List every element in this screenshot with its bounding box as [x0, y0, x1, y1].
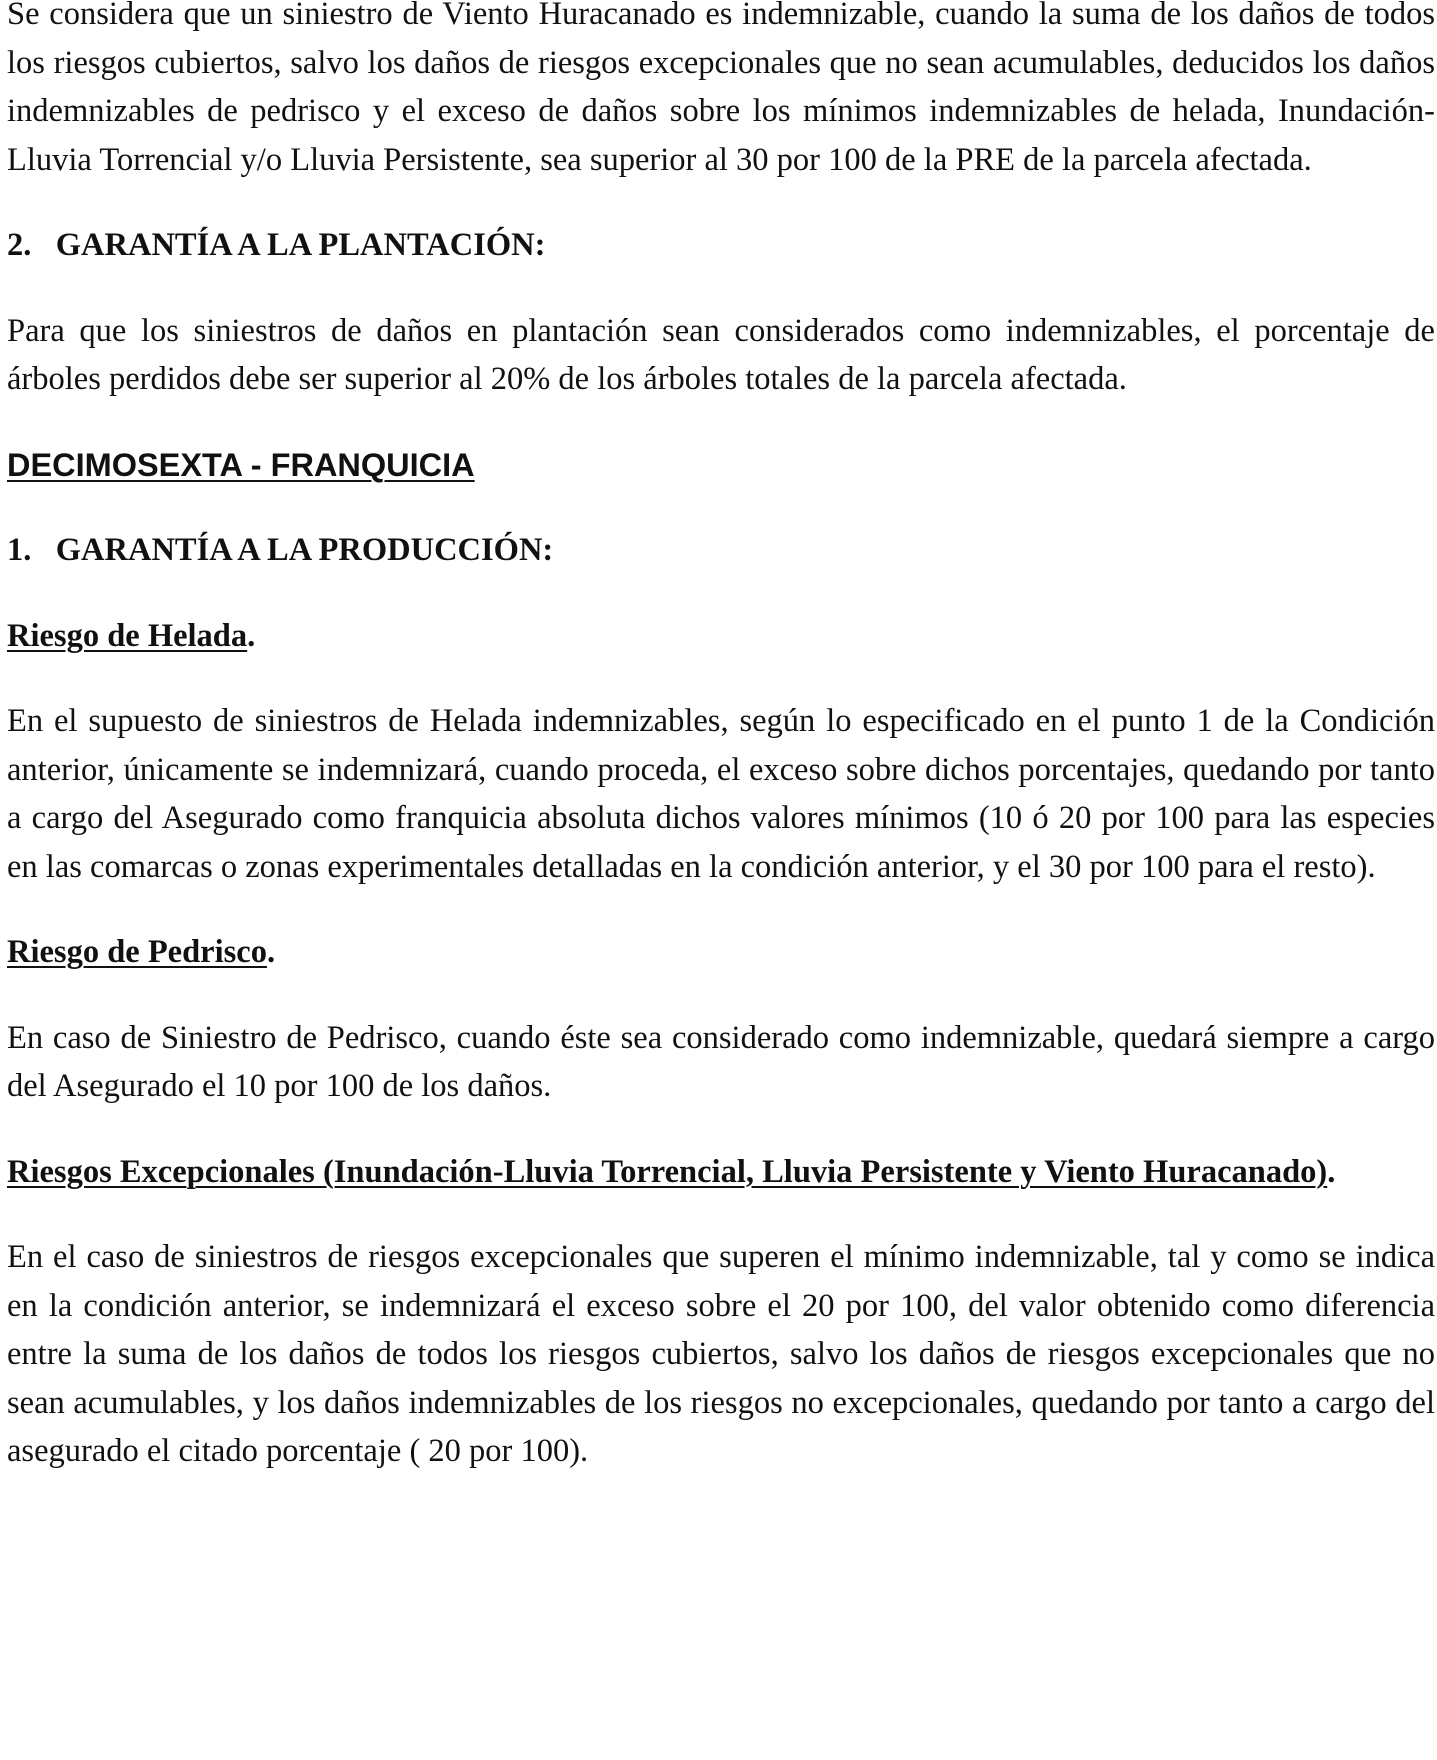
riesgos-excepcionales-punct: . [1327, 1153, 1336, 1190]
spacer [7, 1111, 1435, 1148]
heading-riesgo-helada [7, 612, 1435, 661]
riesgos-excepcionales-title: Riesgos Excepcionales (Inundación-Lluvia Torrencial, Lluvia Persistente y Viento Huracanado) [7, 1153, 1328, 1190]
spacer [7, 660, 1435, 697]
paragraph-excepcionales: En el caso de siniestros de riesgos excepcionales que superen el mínimo indemnizable, tal y como se indica en la condición anterior, se indemnizará el exceso sobre el 20 por 100, del valor obtenido como diferencia entre la suma de los daños de todos los riesgos cubiertos, salvo los daños de riesgos excepcionales que no sean acumulables, y los daños indemnizables de los riesgos no excepcionales, quedando por tanto a cargo del asegurado el citado porcentaje ( 20 por 100). [7, 1239, 1435, 1469]
paragraph-viento-huracanado: Se considera que un siniestro de Viento Huracanado es indemnizable, cuando la suma de los daños de todos los riesgos cubiertos, salvo los daños de riesgos excepcionales que no sean acumulables, deducidos los daños indemnizables de pedrisco y el exceso de daños sobre los mínimos indemnizables de helada, Inundación-Lluvia Torrencial y/o Lluvia Persistente, sea superior al 30 por 100 de la PRE de la parcela afectada. [7, 0, 1435, 178]
paragraph-helada: En el supuesto de siniestros de Helada indemnizables, según lo especificado en el punto 1 de la Condición anterior, únicamente se indemnizará, cuando proceda, el exceso sobre dichos porcentajes, quedando por tanto a cargo del Asegurado como franquicia absoluta dichos valores mínimos (10 ó 20 por 100 para las especies en las comarcas o zonas experimentales detalladas en la condición anterior, y el 30 por 100 para el resto). [7, 703, 1435, 885]
spacer [7, 404, 1435, 441]
riesgo-pedrisco-title: Riesgo de Pedrisco [7, 934, 267, 970]
document-page [7, 0, 1435, 1476]
spacer [7, 270, 1435, 307]
spacer [7, 184, 1435, 221]
heading-riesgo-pedrisco [7, 928, 1435, 977]
heading-riesgos-excepcionales [7, 1148, 1435, 1197]
spacer [7, 1196, 1435, 1233]
spacer [7, 891, 1435, 928]
paragraph-pedrisco: En caso de Siniestro de Pedrisco, cuando éste sea considerado como indemnizable, quedará siempre a cargo del Asegurado el 10 por 100 de los daños. [7, 1019, 1435, 1104]
riesgo-helada-punct: . [247, 617, 256, 654]
riesgo-pedrisco-punct: . [266, 934, 276, 970]
riesgo-helada-title: Riesgo de Helada [7, 617, 248, 654]
spacer [7, 489, 1435, 526]
spacer [7, 575, 1435, 612]
paragraph-plantacion: Para que los siniestros de daños en plantación sean considerados como indemnizables, el porcentaje de árboles perdidos debe ser superior al 20% de los árboles totales de la parcela afectada. [7, 312, 1435, 397]
heading-garantia-plantacion: 2. GARANTÍA A LA PLANTACIÓN: [7, 227, 546, 263]
spacer [7, 977, 1435, 1014]
heading-garantia-produccion: 1. GARANTÍA A LA PRODUCCIÓN: [7, 532, 554, 568]
section-title: DECIMOSEXTA - FRANQUICIA [7, 446, 475, 483]
